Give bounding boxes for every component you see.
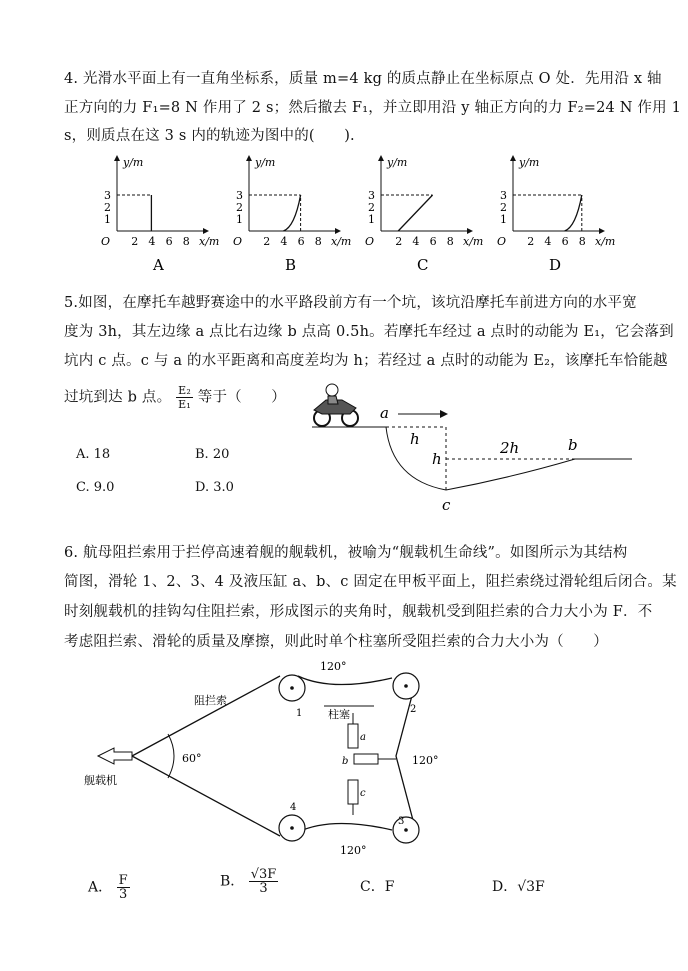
q5-frac-num: E₂	[178, 384, 191, 397]
cyl-c-label: c	[360, 788, 366, 799]
label-plunger: 柱塞	[328, 708, 350, 721]
angle-top: 120°	[320, 660, 347, 673]
pulley-4-label: 4	[290, 802, 297, 813]
origin-label: O	[497, 235, 507, 248]
q6-option-b-den: 3	[259, 881, 268, 896]
q5-option-c[interactable]: C. 9.0	[76, 480, 115, 495]
q4-line-1: 4. 光滑水平面上有一直角坐标系，质量 m=4 kg 的质点静止在坐标原点 O 处．先用沿 x 轴	[64, 71, 662, 87]
trajectory	[398, 195, 432, 231]
q5-option-d[interactable]: D. 3.0	[195, 480, 234, 495]
y-tick-label: 2	[236, 201, 243, 214]
q5-line-2: 度为 3h，其左边缘 a 点比右边缘 b 点高 0.5h。若摩托车经过 a 点时的动能为 E₁，它会落到	[64, 324, 674, 340]
y-tick-label: 3	[368, 189, 375, 202]
q6-option-a-frac	[117, 874, 130, 901]
angle-bottom: 120°	[340, 844, 367, 857]
option-letter: D	[549, 256, 562, 274]
y-axis-arrow	[510, 155, 516, 161]
x-tick-label: 6	[297, 235, 305, 248]
option-letter: C	[417, 256, 429, 274]
q5-line-4	[64, 384, 286, 411]
q5-label-h2: h	[432, 450, 442, 468]
pulley-2-label: 2	[410, 704, 417, 715]
cyl-a-label: a	[360, 732, 366, 743]
x-tick-label: 4	[148, 235, 156, 248]
x-tick-label: 4	[280, 235, 288, 248]
q6-option-c[interactable]: C．F	[360, 879, 395, 895]
q5-fraction	[176, 384, 193, 411]
y-axis-label: y/m	[123, 156, 144, 169]
option-letter: A	[153, 256, 164, 274]
x-tick-label: 6	[561, 235, 569, 248]
y-axis-label: y/m	[255, 156, 276, 169]
x-axis-arrow	[599, 228, 605, 234]
q4-line-3: s，则质点在这 3 s 内的轨迹为图中的( ).	[64, 128, 355, 144]
q5-label-b: b	[568, 436, 578, 454]
angle-left: 60°	[182, 752, 202, 765]
y-tick-label: 1	[236, 213, 243, 226]
y-tick-label: 2	[104, 201, 111, 214]
pulley-1-label: 1	[296, 708, 303, 719]
q5-line-4-suffix: 等于（ ）	[197, 389, 286, 406]
x-tick-label: 8	[314, 235, 322, 248]
q5-line-4-prefix: 过坑到达 b 点。	[64, 389, 172, 406]
x-tick-label: 2	[263, 235, 271, 248]
airplane-icon	[98, 748, 132, 764]
q5-label-a: a	[380, 404, 389, 422]
y-axis-label: y/m	[519, 156, 540, 169]
q5-option-a[interactable]: A. 18	[76, 447, 111, 462]
trajectory	[565, 195, 582, 231]
y-tick-label: 1	[500, 213, 507, 226]
x-axis-arrow	[335, 228, 341, 234]
origin-label: O	[101, 235, 111, 248]
q6-line-4: 考虑阻拦索、滑轮的质量及摩擦，则此时单个柱塞所受阻拦索的合力大小为（ ）	[64, 634, 608, 650]
q6-option-b-num: √3F	[250, 867, 277, 882]
q5-option-b[interactable]: B. 20	[195, 447, 230, 462]
q5-label-h1: h	[410, 430, 420, 448]
option-letter: B	[285, 256, 297, 274]
y-tick-label: 1	[104, 213, 111, 226]
x-tick-label: 8	[578, 235, 586, 248]
x-axis-arrow	[203, 228, 209, 234]
q6-line-2: 简图，滑轮 1、2、3、4 及液压缸 a、b、c 固定在甲板平面上，阻拦索绕过滑轮组后闭合。某	[64, 574, 677, 590]
q6-option-a-prefix: A．	[88, 879, 113, 896]
y-tick-label: 3	[236, 189, 243, 202]
q5-label-2h: 2h	[500, 439, 520, 457]
q6-line-3: 时刻舰载机的挂钩勾住阻拦索，形成图示的夹角时，舰载机受到阻拦索的合力大小为 F．不	[64, 604, 653, 620]
y-tick-label: 3	[104, 189, 111, 202]
x-tick-label: 2	[131, 235, 139, 248]
q6-option-a-num: F	[118, 873, 128, 888]
x-axis-arrow	[467, 228, 473, 234]
y-tick-label: 1	[368, 213, 375, 226]
q5-frac-den: E₁	[178, 398, 191, 411]
label-cable: 阻拦索	[194, 694, 227, 707]
cyl-b-label: b	[342, 756, 349, 767]
q6-option-b-frac	[249, 868, 279, 895]
x-axis-label: x/m	[463, 235, 484, 248]
q5-diagram	[300, 378, 640, 518]
y-tick-label: 3	[500, 189, 507, 202]
x-axis-label: x/m	[199, 235, 220, 248]
angle-right: 120°	[412, 754, 439, 767]
x-tick-label: 6	[165, 235, 173, 248]
y-axis-arrow	[378, 155, 384, 161]
q5-line-1: 5.如图，在摩托车越野赛途中的水平路段前方有一个坑，该坑沿摩托车前进方向的水平宽	[64, 295, 637, 311]
trajectory	[283, 195, 300, 231]
x-tick-label: 2	[527, 235, 535, 248]
q6-option-a[interactable]	[88, 874, 130, 901]
y-axis-label: y/m	[387, 156, 408, 169]
x-tick-label: 6	[429, 235, 437, 248]
origin-label: O	[365, 235, 375, 248]
y-tick-label: 2	[500, 201, 507, 214]
y-axis-arrow	[114, 155, 120, 161]
q5-label-c: c	[442, 496, 451, 514]
q6-line-1: 6. 航母阻拦索用于拦停高速着舰的舰载机，被喻为“舰载机生命线”。如图所示为其结构	[64, 545, 628, 561]
q4-line-2: 正方向的力 F₁=8 N 作用了 2 s；然后撤去 F₁，并立即用沿 y 轴正方向的力 F₂=24 N 作用 1	[64, 100, 682, 116]
y-axis-arrow	[246, 155, 252, 161]
x-axis-label: x/m	[331, 235, 352, 248]
x-axis-label: x/m	[595, 235, 615, 248]
q6-option-b[interactable]	[220, 868, 278, 895]
q4-graphs	[95, 155, 615, 275]
x-tick-label: 8	[182, 235, 190, 248]
x-tick-label: 8	[446, 235, 454, 248]
x-tick-label: 4	[544, 235, 552, 248]
label-plane: 舰载机	[84, 774, 117, 787]
pulley-3-label: 3	[398, 816, 405, 827]
q5-line-3: 坑内 c 点。c 与 a 的水平距离和高度差均为 h；若经过 a 点时的动能为 E₂，该摩托车恰能越	[64, 353, 668, 369]
motorcycle-icon	[314, 384, 358, 426]
origin-label: O	[233, 235, 243, 248]
q6-option-b-prefix: B．	[220, 873, 245, 890]
q6-option-a-den: 3	[118, 887, 128, 902]
q6-diagram	[84, 658, 464, 858]
q6-option-d[interactable]: D．√3F	[492, 879, 545, 895]
x-tick-label: 4	[412, 235, 420, 248]
y-tick-label: 2	[368, 201, 375, 214]
x-tick-label: 2	[395, 235, 403, 248]
